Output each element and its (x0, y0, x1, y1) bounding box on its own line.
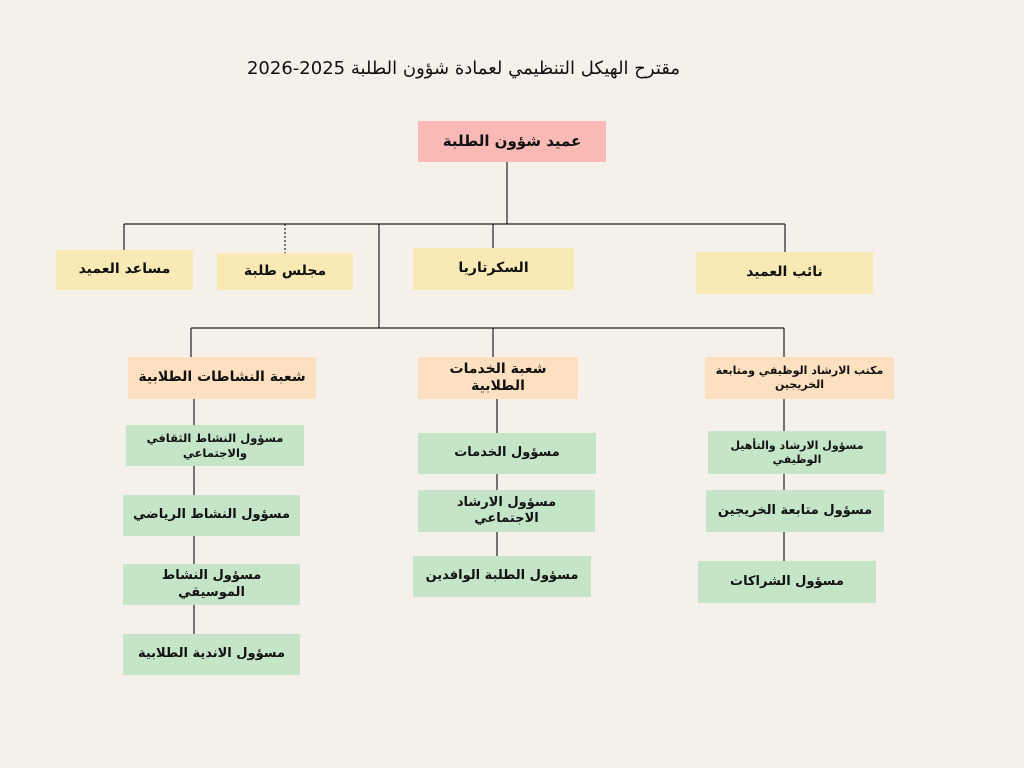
services-division-box: شعبة الخدمات الطلابية (418, 357, 578, 399)
activities-division-box: شعبة النشاطات الطلابية (128, 357, 316, 399)
career-unit-box: مسؤول الارشاد والتأهيل الوظيفي (708, 431, 886, 474)
assistant-dean-box: مساعد العميد (56, 250, 193, 290)
chart-title: مقترح الهيكل التنظيمي لعمادة شؤون الطلبة 2025-2026 (246, 58, 680, 79)
activities-unit-box: مسؤول النشاط الرياضي (123, 495, 300, 536)
services-unit-box: مسؤول الطلبة الوافدين (413, 556, 591, 597)
activities-unit-box: مسؤول النشاط الموسيقي (123, 564, 300, 605)
activities-unit-box: مسؤول النشاط الثقافي والاجتماعي (126, 425, 304, 466)
services-unit-box: مسؤول الخدمات (418, 433, 596, 474)
career-unit-box: مسؤول متابعة الخريجين (706, 490, 884, 532)
student-council-box: مجلس طلبة (217, 253, 353, 290)
secretary-box: السكرتاريا (413, 248, 574, 290)
dean-box: عميد شؤون الطلبة (418, 121, 606, 162)
vice-dean-box: نائب العميد (696, 252, 873, 294)
activities-unit-box: مسؤول الاندية الطلابية (123, 634, 300, 675)
career-unit-box: مسؤول الشراكات (698, 561, 876, 603)
services-unit-box: مسؤول الارشاد الاجتماعي (418, 490, 595, 532)
career-office-box: مكتب الارشاد الوظيفي ومتابعة الخريجين (705, 357, 894, 399)
